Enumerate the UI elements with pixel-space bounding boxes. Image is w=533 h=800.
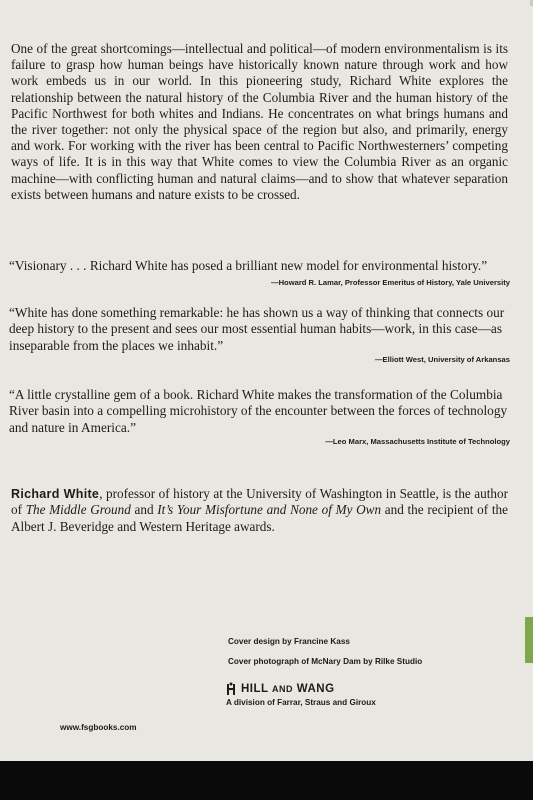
review-quote-text: “A little crystalline gem of a book. Richard White makes the transformation of the Columbia River basin into a compelling microhistory of the encounter between the forces of technology and nature in America.” [9, 387, 508, 435]
review-attribution: —Howard R. Lamar, Professor Emeritus of History, Yale University [270, 278, 510, 288]
publisher-logo-icon [226, 682, 236, 696]
publisher-name: HILL AND WANG [241, 683, 335, 695]
cover-photo-credit: Cover photograph of McNary Dam by Rilke Studio [228, 657, 423, 666]
publisher-division: A division of Farrar, Straus and Giroux [226, 698, 376, 707]
cover-design-credit: Cover design by Francine Kass [228, 637, 350, 646]
book-description: One of the great shortcomings—intellectual and political—of modern environmentalism is its failure to grasp how human beings have historically known nature through work and how work embeds us in our world. In this pioneering study, Richard White explores the relationship between the natural history of the Columbia River and the human history of the Pacific Northwest for both whites and Indians. He concentrates on what brings humans and the river together: not only the physical space of the region but also, and primarily, energy and work. For working with the river has been central to Pacific Northwesterners’ competing ways of life. It is in this way that White comes to view the Columbia River as an organic machine—with conflicting human and natural claims—and to show that whatever separation exists between humans and nature exists to be crossed. [11, 41, 508, 202]
book-title: It’s Your Misfortune and None of My Own [157, 502, 382, 518]
review-attribution: —Leo Marx, Massachusetts Institute of Technology [325, 436, 510, 446]
author-bio [11, 486, 508, 535]
review-quote [9, 258, 510, 289]
book-title: The Middle Ground [25, 502, 131, 518]
review-quote-text: “White has done something remarkable: he has shown us a way of thinking that connects our deep history to the present and sees our most essential human habits—work, in this case—as inseparable from the places we inhabit.” [9, 305, 505, 353]
author-bio-text: and [130, 502, 158, 518]
review-quote-text: “Visionary . . . Richard White has posed a brilliant new model for environmental history.” [9, 258, 488, 273]
review-attribution: —Elliott West, University of Arkansas [374, 354, 510, 364]
accent-strip [525, 617, 533, 663]
bottom-bar [0, 761, 533, 800]
publisher-imprint [226, 682, 376, 707]
review-quote [9, 387, 510, 448]
author-bio-text: and the recipient of the Albert J. Beveridge and Western Heritage awards. [11, 502, 508, 534]
author-bio-text: , professor of history at the University of Washington in Seattle, is the author of [11, 486, 508, 518]
review-quote [9, 305, 510, 366]
publisher-website: www.fsgbooks.com [60, 723, 137, 732]
author-name: Richard White [11, 487, 100, 501]
